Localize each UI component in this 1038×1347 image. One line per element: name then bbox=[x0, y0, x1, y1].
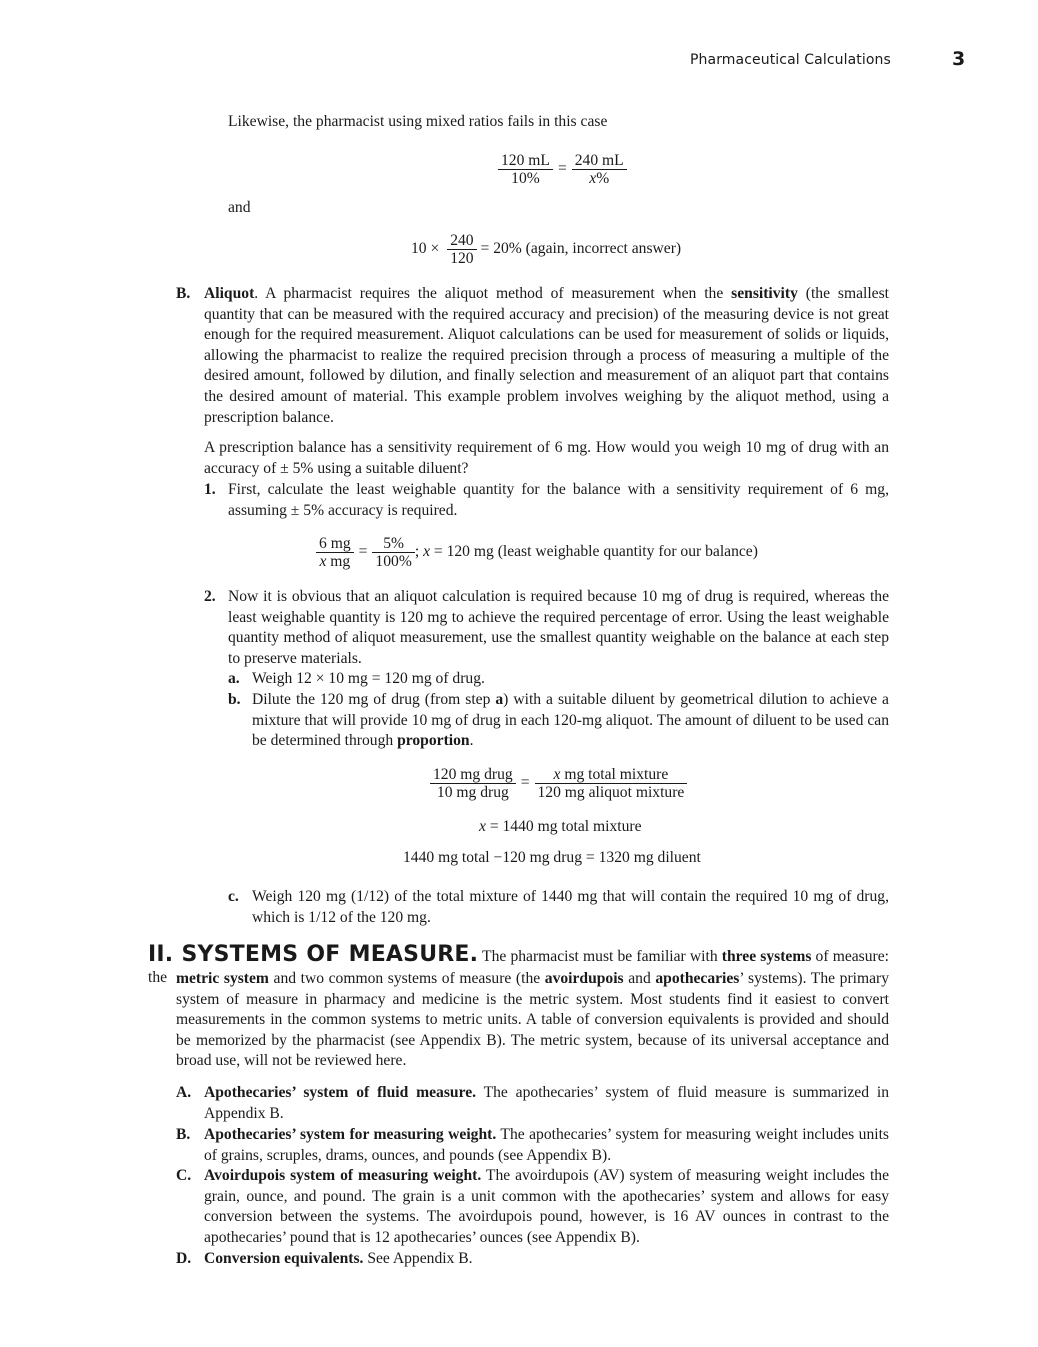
step-1-label: 1. bbox=[204, 481, 216, 498]
equation-total-mixture: x = 1440 mg total mixture bbox=[479, 818, 642, 835]
section-ii-paragraph: II. SYSTEMS OF MEASURE. The pharmacist must be familiar with three systems of measure: the bbox=[148, 942, 889, 986]
intro-line: Likewise, the pharmacist using mixed ratios fails in this case bbox=[228, 113, 608, 130]
sub-a-label: a. bbox=[228, 670, 240, 687]
page-number: 3 bbox=[952, 48, 966, 70]
fraction-6mg: $\frac{6 mg}{\text{x mg}}$ bbox=[316, 535, 354, 570]
fraction-left: $\frac{120 mL}{10\%}$ bbox=[498, 152, 553, 187]
sub-b-text: Dilute the 120 mg of drug (from step a) with a suitable diluent by geometrical dilution to achieve a mixture that will provide 10 mg of drug in each 120-mg aliquot. The amount of diluent to be used can be determined through proportion. bbox=[252, 691, 889, 750]
item-a-text: Apothecaries’ system of fluid measure. The apothecaries’ system of fluid measure is summarized in Appendix B. bbox=[204, 1084, 889, 1122]
equation-incorrect: 10 × $\frac{240}{120}$ = 20% (again, incorrect answer) bbox=[411, 232, 682, 267]
equation-mixed-ratios: $\frac{120 mL}{10\%}$ = $\frac{240 mL}{x\%}$ bbox=[498, 152, 627, 187]
item-a-label: A. bbox=[176, 1084, 192, 1101]
equation-least-weighable: $\frac{6 mg}{\text{x mg}}$ = $\frac{5\%}{100\%}$ ; x = 120 mg (least weighable quantity for our balance) bbox=[316, 535, 758, 570]
item-c-label: C. bbox=[176, 1167, 192, 1184]
fraction-right: $\frac{240 mL}{x\%}$ bbox=[572, 152, 627, 187]
sub-c-label: c. bbox=[228, 888, 239, 905]
step-2-text: Now it is obvious that an aliquot calculation is required because 10 mg of drug is required, whereas the least weighable quantity is 120 mg to achieve the required percentage of error. Using the least weighable quantity method of aliquot measurement, use the smallest quantity weighable on the balance at each step to preserve materials. bbox=[228, 588, 889, 667]
sub-c-text: Weigh 120 mg (1/12) of the total mixture of 1440 mg that will contain the required 10 mg of drug, which is 1/12 of the 120 mg. bbox=[252, 888, 889, 926]
section-ii-heading: II. SYSTEMS OF MEASURE. bbox=[148, 942, 479, 967]
sub-a-text: Weigh 12 × 10 mg = 120 mg of drug. bbox=[252, 670, 485, 687]
section-b-label: B. bbox=[176, 285, 191, 302]
section-ii-body: metric system and two common systems of measure (the avoirdupois and apothecaries’ systems). The primary system of measure in pharmacy and medicine is the metric system. Most students find it easiest to convert measurements in the common systems to metric units. A table of conversion equivalents is provided and should be memorized by the pharmacist (see Appendix B). The metric system, because of its universal acceptance and broad use, will not be reviewed here. bbox=[176, 970, 890, 1070]
problem-statement: A prescription balance has a sensitivity requirement of 6 mg. How would you weigh 10 mg of drug with an accuracy of ± 5% using a suitable diluent? bbox=[204, 439, 889, 477]
equation-diluent: 1440 mg total −120 mg drug = 1320 mg diluent bbox=[403, 849, 701, 866]
running-head: Pharmaceutical Calculations bbox=[690, 52, 891, 68]
item-b-label: B. bbox=[176, 1126, 191, 1143]
sub-b-label: b. bbox=[228, 691, 241, 708]
fraction-5pct: $\frac{5\%}{100\%}$ bbox=[372, 535, 414, 570]
section-b-paragraph: Aliquot. A pharmacist requires the aliquot method of measurement when the sensitivity (the smallest quantity that can be measured with the required accuracy and precision) of the measuring device is not great enough for the required measurement. Aliquot calculations can be used for measurement of solids or liquids, allowing the pharmacist to realize the required precision through a process of measuring a multiple of the desired amount, followed by dilution, and finally selection and measurement of an aliquot part that contains the desired amount of material. This example problem involves weighing by the aliquot method, using a prescription balance. bbox=[204, 285, 889, 426]
equation-proportion: $\frac{\text{120 mg drug}}{\text{10 mg drug}}$ = $\frac{\text{x mg total mixture}}{\text{120 mg aliquot mixture}}$ bbox=[430, 766, 687, 801]
item-d-text: Conversion equivalents. See Appendix B. bbox=[204, 1250, 473, 1267]
item-c-text: Avoirdupois system of measuring weight. The avoirdupois (AV) system of measuring weight includes the grain, ounce, and pound. The grain is a unit common with the apothecaries’ system and allows for easy conversion between the systems. The avoirdupois pound, however, is 16 AV ounces in contrast to the apothecaries’ pound that is 12 apothecaries’ ounces (see Appendix B). bbox=[204, 1167, 889, 1246]
step-2-label: 2. bbox=[204, 588, 216, 605]
fraction-drug: $\frac{\text{120 mg drug}}{\text{10 mg drug}}$ bbox=[430, 766, 516, 801]
item-d-label: D. bbox=[176, 1250, 192, 1267]
fraction-240-120: $\frac{240}{120}$ bbox=[447, 232, 476, 267]
step-1-text: First, calculate the least weighable quantity for the balance with a sensitivity requirement of 6 mg, assuming ± 5% accuracy is required. bbox=[228, 481, 889, 519]
section-b-title: Aliquot bbox=[204, 285, 255, 302]
and-text: and bbox=[228, 199, 251, 216]
fraction-mixture: $\frac{\text{x mg total mixture}}{\text{120 mg aliquot mixture}}$ bbox=[535, 766, 688, 801]
item-b-text: Apothecaries’ system for measuring weight. The apothecaries’ system for measuring weight includes units of grains, scruples, drams, ounces, and pounds (see Appendix B). bbox=[204, 1126, 889, 1164]
